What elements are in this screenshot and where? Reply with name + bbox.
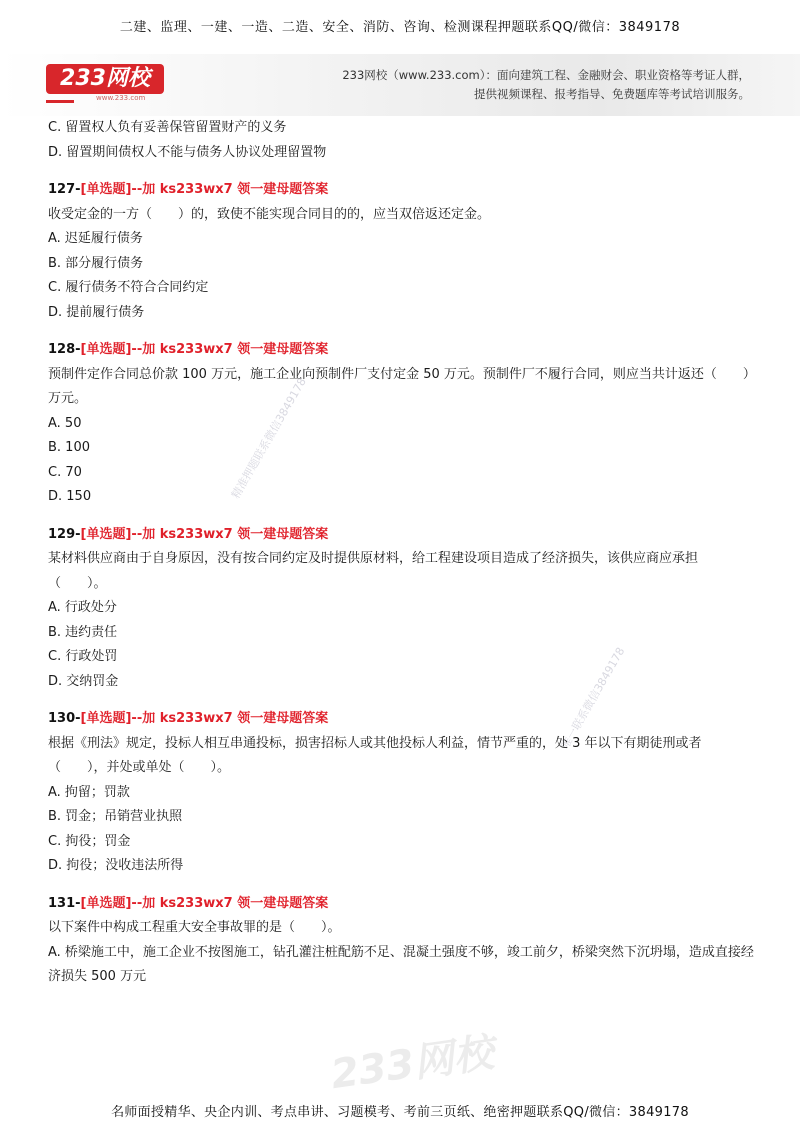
option: D. 交纳罚金 [48, 673, 119, 689]
header-desc-line-1: 233网校（www.233.com）：面向建筑工程、金融财会、职业资格等考证人群， [342, 68, 750, 82]
option: A. 桥梁施工中，施工企业不按图施工，钻孔灌注桩配筋不足、混凝土强度不够，竣工前夕，桥梁突然下沉坍塌，造成直接经济损失 500 万元 [48, 944, 754, 984]
question-stem: 根据《刑法》规定，投标人相互串通投标，损害招标人或其他投标人利益，情节严重的，处 3 年以下有期徒刑或者（ ），并处或单处（ ）。 [48, 735, 702, 775]
question-title [48, 523, 756, 548]
watermark: 精准押题联系微信3849178 [229, 375, 309, 501]
question-number: 130- [48, 711, 81, 726]
question-title [48, 178, 756, 203]
option: B. 违约责任 [48, 624, 118, 640]
option: B. 100 [48, 440, 90, 455]
question-stem: 预制件定作合同总价款 100 万元，施工企业向预制件厂支付定金 50 万元。预制件厂不履行合同，则应当共计返还（ ）万元。 [48, 366, 756, 406]
question-stem: 以下案件中构成工程重大安全事故罪的是（ ）。 [48, 920, 341, 935]
question-tag: [单选题]--加 ks233wx7 领一建母题答案 [80, 711, 329, 726]
question-number: 127- [48, 182, 81, 197]
question-tag: [单选题]--加 ks233wx7 领一建母题答案 [80, 895, 329, 911]
question-number: 128- [48, 342, 81, 357]
question [48, 707, 756, 879]
option: A. 迟延履行债务 [48, 231, 143, 246]
question-tag: [单选题]--加 ks233wx7 领一建母题答案 [80, 182, 329, 197]
question-stem: 某材料供应商由于自身原因，没有按合同约定及时提供原材料，给工程建设项目造成了经济损失，该供应商应承担（ ）。 [48, 551, 699, 591]
option: B. 部分履行债务 [48, 255, 144, 271]
option: A. 拘留；罚款 [48, 784, 130, 800]
option: B. 罚金；吊销营业执照 [48, 809, 183, 824]
question [48, 523, 756, 695]
option: D. 留置期间债权人不能与债务人协议处理留置物 [48, 144, 327, 160]
logo-underline [46, 100, 74, 103]
option: C. 行政处罚 [48, 649, 118, 664]
page-header [0, 54, 800, 116]
document-body [48, 116, 756, 990]
option: D. 提前履行债务 [48, 304, 145, 320]
question-stem: 收受定金的一方（ ）的，致使不能实现合同目的的，应当双倍返还定金。 [48, 206, 491, 222]
option: C. 拘役；罚金 [48, 833, 131, 849]
logo: 233网校 [46, 64, 164, 94]
watermark: 唯一联系微信3849178 [558, 645, 628, 752]
option: C. 70 [48, 464, 82, 480]
option: C. 履行债务不符合合同约定 [48, 280, 209, 295]
question-title [48, 892, 756, 917]
question [48, 178, 756, 325]
question-tag: [单选题]--加 ks233wx7 领一建母题答案 [80, 526, 329, 542]
option: D. 150 [48, 489, 92, 504]
question-title [48, 707, 756, 732]
logo-sub: www.233.com [96, 94, 146, 102]
question-number: 129- [48, 526, 81, 542]
question-tag: [单选题]--加 ks233wx7 领一建母题答案 [80, 342, 329, 357]
option: A. 行政处分 [48, 600, 117, 615]
option: A. 50 [48, 415, 82, 431]
top-banner: 二建、监理、一建、一造、二造、安全、消防、咨询、检测课程押题联系QQ/微信：3849178 [119, 20, 681, 35]
option: D. 拘役；没收违法所得 [48, 858, 184, 873]
header-desc-line-2: 提供视频课程、报考指导、免费题库等考试培训服务。 [474, 87, 750, 101]
question [48, 892, 756, 990]
option: C. 留置权人负有妥善保管留置财产的义务 [48, 120, 287, 135]
question-number: 131- [48, 895, 81, 911]
question [48, 338, 756, 510]
question-title [48, 338, 756, 363]
page-footer: 名师面授精华、央企内训、考点串讲、习题模考、考前三页纸、绝密押题联系QQ/微信：3849178 [111, 1105, 689, 1120]
header-description [310, 66, 750, 104]
bottom-logo-watermark: 233网校 [328, 1029, 497, 1099]
